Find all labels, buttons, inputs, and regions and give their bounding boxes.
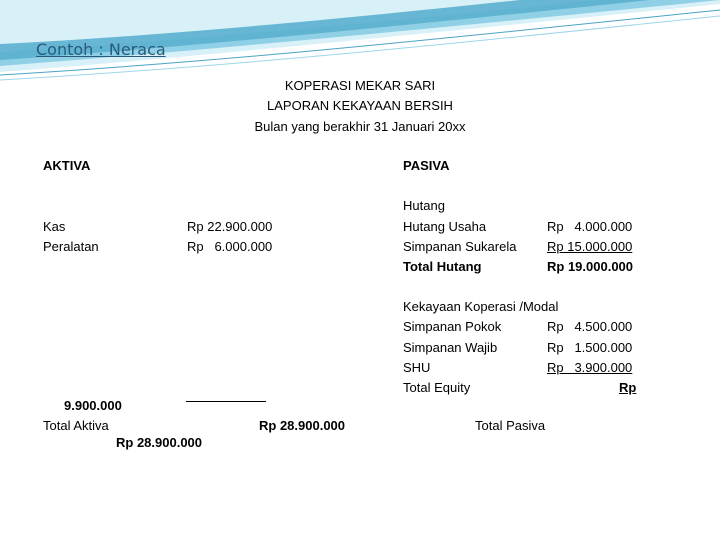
- total-aktiva-label: Total Aktiva: [43, 418, 109, 433]
- report-period: Bulan yang berakhir 31 Januari 20xx: [254, 119, 466, 134]
- equity-item-label: SHU: [403, 360, 431, 375]
- total-equity-label: Total Equity: [403, 380, 471, 395]
- pasiva-heading: PASIVA: [403, 158, 450, 173]
- aktiva-item-label: Kas: [43, 219, 66, 234]
- hutang-heading: Hutang: [403, 198, 445, 213]
- hutang-item-label: Hutang Usaha: [403, 219, 487, 234]
- total-pasiva-label: Total Pasiva: [475, 418, 546, 433]
- equity-heading: Kekayaan Koperasi /Modal: [403, 299, 559, 314]
- aktiva-item-label: Peralatan: [43, 239, 99, 254]
- equity-item-amount: Rp 4.500.000: [547, 319, 633, 334]
- slide-title: Contoh : Neraca: [36, 40, 166, 59]
- total-hutang-amount: Rp 19.000.000: [547, 259, 634, 274]
- aktiva-fragment: 9.900.000: [64, 398, 122, 413]
- aktiva-item-amount: Rp 6.000.000: [187, 239, 273, 254]
- total-equity-amount: Rp: [619, 380, 637, 395]
- report-name: LAPORAN KEKAYAAN BERSIH: [267, 98, 453, 113]
- hutang-item-amount: Rp 15.000.000: [547, 239, 633, 254]
- aktiva-heading: AKTIVA: [43, 158, 91, 173]
- total-aktiva-amount-repeat: Rp 28.900.000: [116, 435, 203, 450]
- equity-item-amount: Rp 1.500.000: [547, 340, 633, 355]
- report-org: KOPERASI MEKAR SARI: [284, 78, 436, 93]
- aktiva-sum-line: [186, 401, 266, 402]
- hutang-item-amount: Rp 4.000.000: [547, 219, 633, 234]
- total-hutang-label: Total Hutang: [403, 259, 482, 274]
- equity-item-label: Simpanan Pokok: [403, 319, 502, 334]
- aktiva-item-amount: Rp 22.900.000: [187, 219, 273, 234]
- hutang-item-label: Simpanan Sukarela: [403, 239, 517, 254]
- equity-item-label: Simpanan Wajib: [403, 340, 498, 355]
- total-aktiva-amount: Rp 28.900.000: [259, 418, 346, 433]
- equity-item-amount: Rp 3.900.000: [547, 360, 633, 375]
